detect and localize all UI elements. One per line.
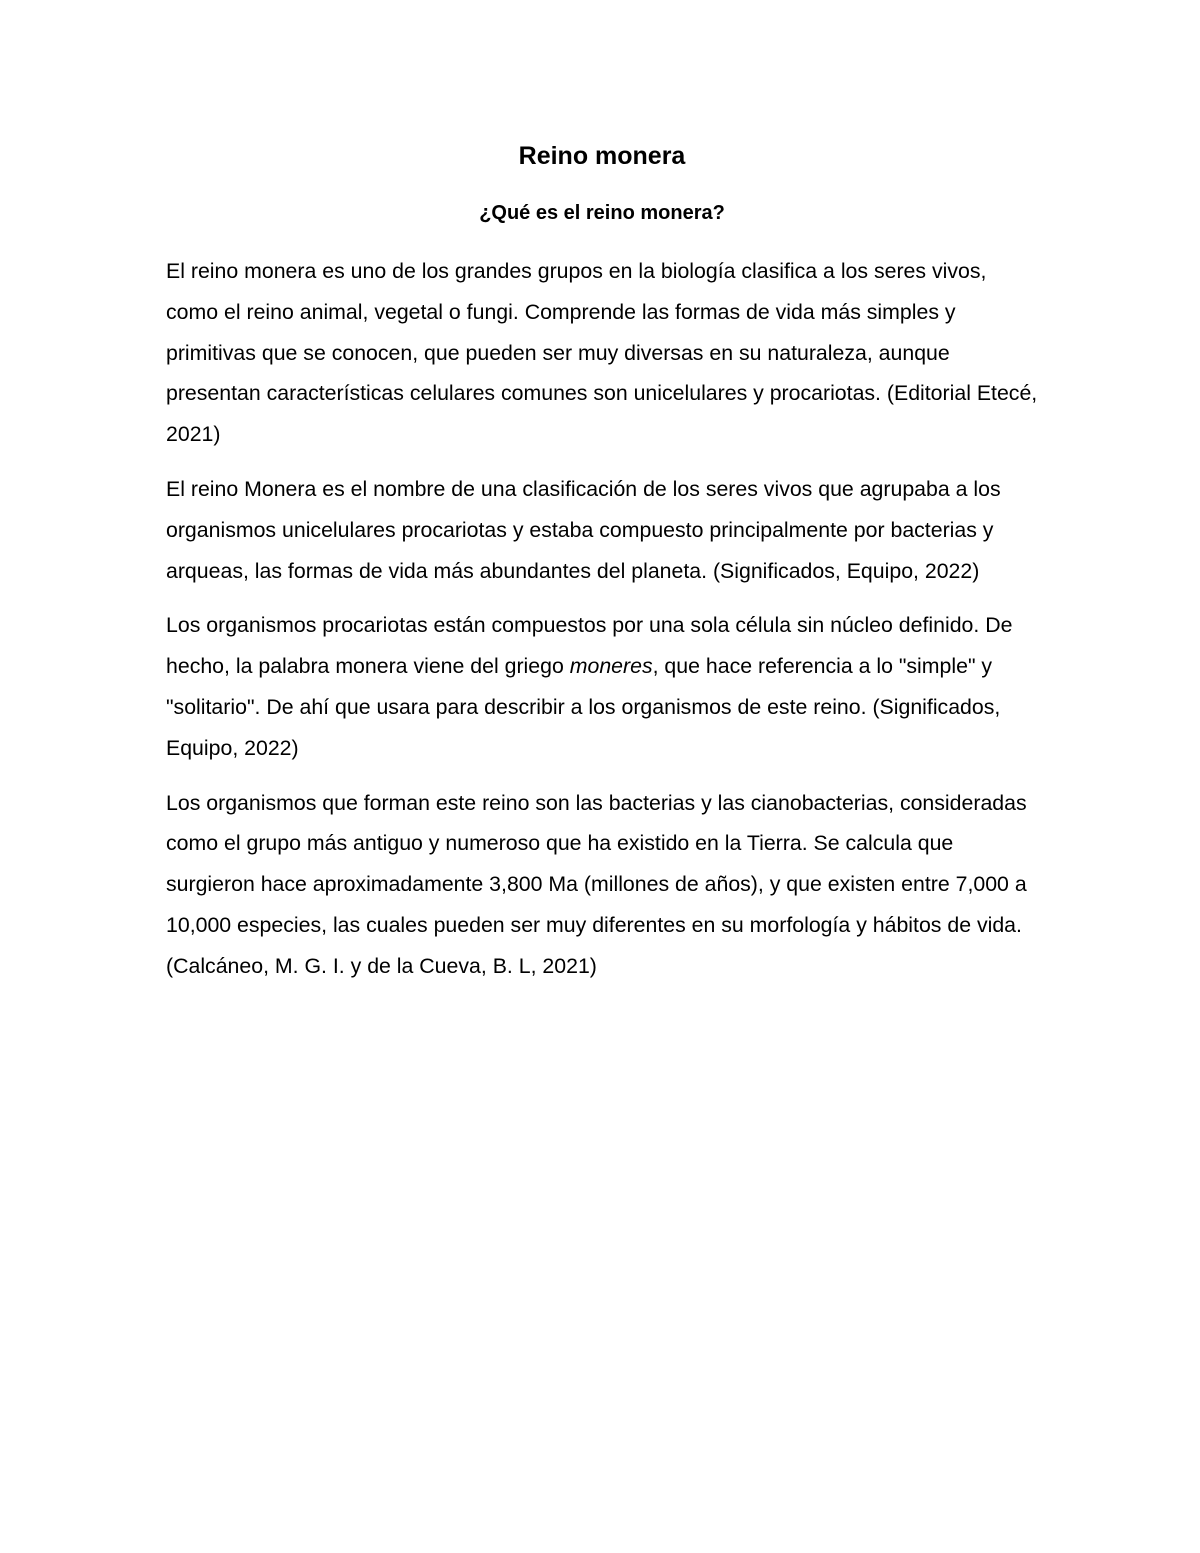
paragraph-3 [166, 605, 1038, 768]
page-title: Reino monera [518, 142, 686, 170]
paragraph-3-text-start: Los organismos procariotas están compuestos por una sola célula sin núcleo definido. De hecho, la palabra monera viene del griego [166, 613, 1013, 679]
paragraph-4: Los organismos que forman este reino son las bacterias y las cianobacterias, consideradas como el grupo más antiguo y numeroso que ha existido en la Tierra. Se calcula que surgieron hace aproximadamente 3,800 Ma (millones de años), y que existen entre 7,000 a 10,000 especies, las cuales pueden ser muy diferentes en su morfología y hábitos de vida. (Calcáneo, M. G. I. y de la Cueva, B. L, 2021) [166, 790, 1027, 978]
paragraph-1: El reino monera es uno de los grandes grupos en la biología clasifica a los seres vivos, como el reino animal, vegetal o fungi. Comprende las formas de vida más simples y primitivas que se conocen, que pueden ser muy diversas en su naturaleza, aunque presentan características celulares comunes son unicelulares y procariotas. (Editorial Etecé, 2021) [166, 259, 1038, 447]
italic-term: moneres [569, 654, 653, 679]
paragraph-2: El reino Monera es el nombre de una clasificación de los seres vivos que agrupaba a los organismos unicelulares procariotas y estaba compuesto principalmente por bacterias y arqueas, las formas de vida más abundantes del planeta. (Significados, Equipo, 2022) [166, 476, 1001, 583]
section-heading: ¿Qué es el reino monera? [479, 202, 725, 224]
document-body [166, 138, 1038, 987]
paragraph-3-text-end: , que hace referencia a lo "simple" y "solitario". De ahí que usara para describir a los organismos de este reino. (Significados, Equipo, 2022) [166, 654, 1001, 760]
